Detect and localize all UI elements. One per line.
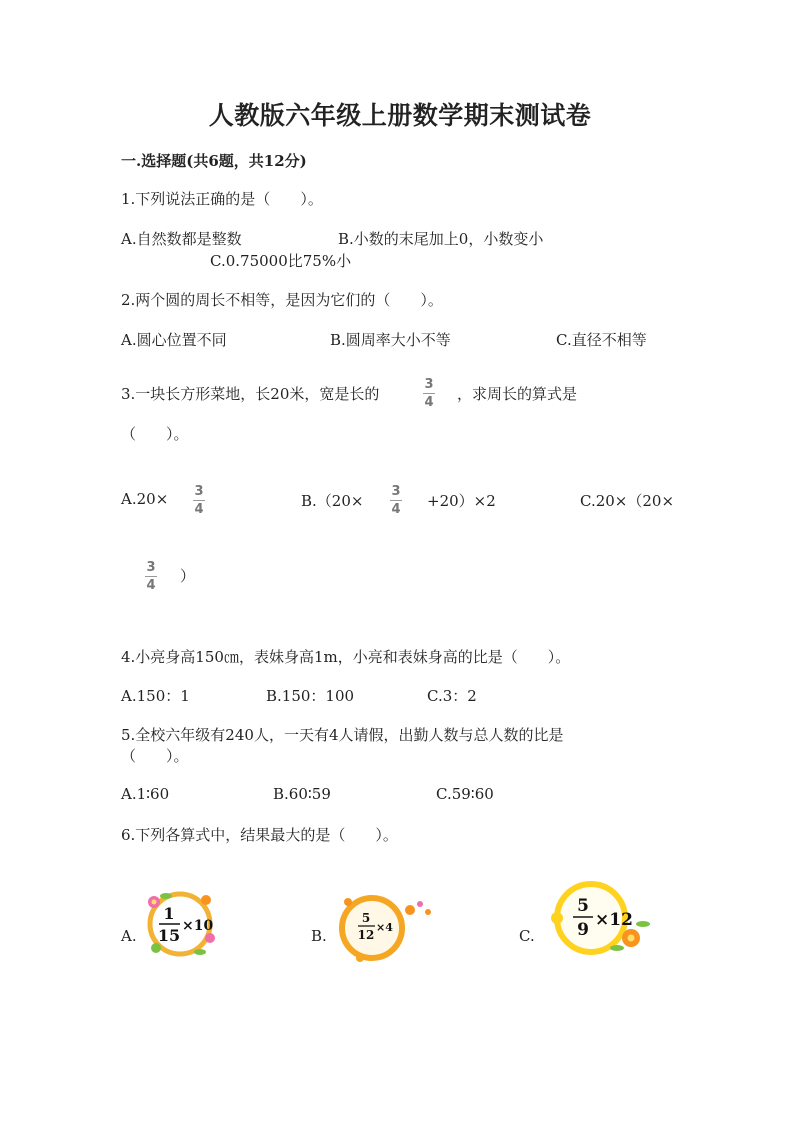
q3-option-c: C.20×（20× [580, 492, 675, 510]
fraction-numerator: 3 [391, 484, 401, 499]
flower-icon [417, 901, 423, 907]
badge-multiplier: ×4 [376, 921, 393, 934]
q3-option-a-fraction [193, 484, 205, 517]
badge-denominator: 9 [577, 920, 589, 940]
flower-icon [205, 933, 215, 943]
flower-icon [356, 954, 364, 962]
badge-numerator: 5 [577, 896, 589, 916]
fraction-bar [390, 500, 402, 501]
q2-option-a: A.圆心位置不同 [121, 331, 227, 349]
page-title: 人教版六年级上册数学期末测试卷 [208, 101, 592, 130]
leaf-icon [160, 893, 172, 899]
q3-option-c-end: ） [180, 567, 196, 585]
q6-stem: 6.下列各算式中，结果最大的是（ ）。 [121, 826, 398, 844]
fraction-bar [145, 576, 157, 577]
q1-stem: 1.下列说法正确的是（ ）。 [121, 190, 323, 208]
q3-option-c-fraction [145, 560, 157, 593]
fraction-denominator: 4 [391, 502, 401, 517]
q4-option-c: C.3：2 [427, 687, 477, 705]
q4-stem: 4.小亮身高150㎝，表妹身高1m，小亮和表妹身高的比是（ ）。 [121, 648, 571, 666]
q1-option-a: A.自然数都是整数 [121, 230, 242, 248]
q1-option-b: B.小数的末尾加上0，小数变小 [338, 230, 544, 248]
q6-option-a-badge [142, 886, 222, 962]
q3-option-b: B.（20× [301, 492, 364, 510]
fraction-denominator: 4 [424, 395, 434, 410]
fraction-bar [423, 393, 435, 394]
badge-numerator: 5 [361, 911, 371, 925]
fraction-bar [193, 500, 205, 501]
q4-option-a: A.150：1 [121, 687, 190, 705]
q4-option-b: B.150：100 [266, 687, 355, 705]
fraction-numerator: 3 [146, 560, 156, 575]
q5-option-c: C.59∶60 [436, 785, 494, 803]
q6-option-c-label: C. [519, 927, 535, 945]
q6-option-c-badge [545, 880, 655, 960]
q2-stem: 2.两个圆的周长不相等，是因为它们的（ ）。 [121, 291, 443, 309]
badge-numerator: 1 [163, 904, 175, 923]
fraction-denominator: 4 [146, 578, 156, 593]
q5-stem: 5.全校六年级有240人，一天有4人请假，出勤人数与总人数的比是 [121, 726, 564, 744]
flower-icon [201, 895, 211, 905]
fraction-denominator: 4 [194, 502, 204, 517]
q3-option-b-fraction [390, 484, 402, 517]
flower-center-icon [152, 900, 157, 905]
fraction-numerator: 3 [424, 377, 434, 392]
badge-denominator: 15 [157, 926, 181, 945]
q3-stem-fraction [423, 377, 435, 410]
leaf-icon [636, 921, 650, 927]
q2-option-b: B.圆周率大小不等 [330, 331, 451, 349]
badge-denominator: 12 [357, 928, 375, 942]
q3-option-a: A.20× [121, 490, 169, 508]
q3-stem: 3.一块长方形菜地，长20米，宽是长的 [121, 385, 380, 403]
flower-icon [425, 909, 431, 915]
q5-paren: （ ）。 [121, 747, 189, 765]
q3-option-b-end: +20）×2 [427, 492, 496, 510]
flower-center-icon [628, 935, 635, 942]
badge-multiplier: ×12 [595, 910, 633, 930]
q3-paren: （ ）。 [121, 425, 189, 443]
fraction-numerator: 3 [194, 484, 204, 499]
leaf-icon [194, 949, 206, 955]
badge-multiplier: ×10 [182, 918, 214, 934]
q5-option-a: A.1∶60 [121, 785, 170, 803]
flower-icon [551, 912, 563, 924]
section-heading: 一.选择题(共6题，共12分) [121, 152, 307, 170]
q6-option-a-label: A. [121, 927, 137, 945]
q6-option-b-label: B. [311, 927, 327, 945]
q5-option-b: B.60∶59 [273, 785, 331, 803]
flower-icon [344, 898, 352, 906]
flower-icon [405, 905, 415, 915]
leaf-icon [610, 945, 624, 951]
q1-option-c: C.0.75000比75%小 [210, 252, 352, 270]
q3-stem-end: ，求周长的算式是 [457, 385, 578, 403]
q2-option-c: C.直径不相等 [556, 331, 647, 349]
q6-option-b-badge [330, 888, 440, 968]
